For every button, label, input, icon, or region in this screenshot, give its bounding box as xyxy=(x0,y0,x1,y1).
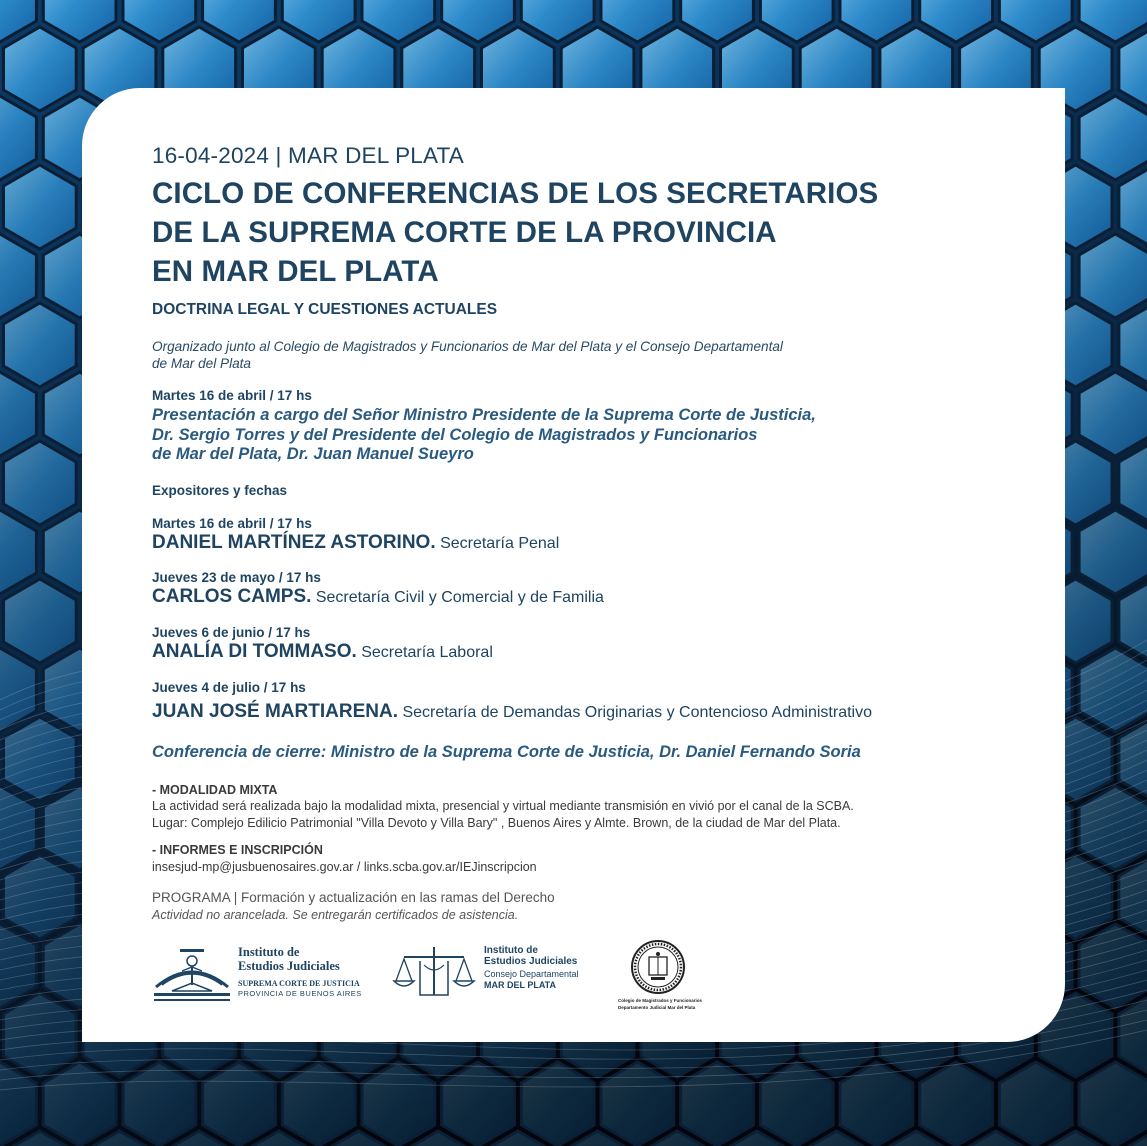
contact-heading: - INFORMES E INSCRIPCIÓN xyxy=(152,843,323,857)
colegio-seal-icon xyxy=(628,939,688,995)
logo-text: Departamento Judicial Mar del Plata xyxy=(618,1005,696,1010)
title-line: DE LA SUPREMA CORTE DE LA PROVINCIA xyxy=(152,216,777,249)
info-card xyxy=(82,88,1065,1042)
title-line: CICLO DE CONFERENCIAS DE LOS SECRETARIOS xyxy=(152,177,879,210)
certificate-note: Actividad no arancelada. Se entregarán certificados de asistencia. xyxy=(152,908,519,922)
logo-text: Instituto de xyxy=(484,945,538,956)
presentation-text xyxy=(152,406,816,465)
modality-line: Lugar: Complejo Edilicio Patrimonial "Villa Devoto y Villa Bary" , Buenos Aires y Almte. Brown, de la ciudad de Mar del Plata. xyxy=(152,815,841,830)
speaker-entry xyxy=(152,532,559,554)
logo-text: Instituto de xyxy=(238,945,300,959)
speaker-date: Jueves 4 de julio / 17 hs xyxy=(152,680,306,695)
speaker-date: Jueves 23 de mayo / 17 hs xyxy=(152,570,321,585)
logo-text: MAR DEL PLATA xyxy=(484,980,556,990)
courthouse-emblem-icon xyxy=(150,947,234,1009)
logo-text: PROVINCIA DE BUENOS AIRES xyxy=(238,989,362,998)
contact-links[interactable]: insesjud-mp@jusbuenosaires.gov.ar / links.scba.gov.ar/IEJinscripcion xyxy=(152,860,537,874)
date-location: 16-04-2024 | MAR DEL PLATA xyxy=(152,143,465,168)
presentation-line: Dr. Sergio Torres y del Presidente del Colegio de Magistrados y Funcionarios xyxy=(152,425,758,444)
speaker-area: Secretaría Laboral xyxy=(361,644,493,661)
speaker-name: CARLOS CAMPS. xyxy=(152,586,312,607)
organizers-line: Organizado junto al Colegio de Magistrados y Funcionarios de Mar del Plata y el Consejo Departamental xyxy=(152,339,783,354)
organizers-note xyxy=(152,338,783,372)
presentation-line: Presentación a cargo del Señor Ministro Presidente de la Suprema Corte de Justicia, xyxy=(152,406,816,424)
speaker-area: Secretaría de Demandas Originarias y Contencioso Administrativo xyxy=(402,704,872,721)
event-subtitle: DOCTRINA LEGAL Y CUESTIONES ACTUALES xyxy=(152,301,498,318)
modality-text xyxy=(152,798,854,831)
speaker-area: Secretaría Civil y Comercial y de Familia xyxy=(315,589,604,606)
modality-heading: - MODALIDAD MIXTA xyxy=(152,783,278,797)
event-title xyxy=(152,174,878,291)
presentation-line: de Mar del Plata, Dr. Juan Manuel Sueyro xyxy=(152,445,474,463)
logo-text: Estudios Judiciales xyxy=(238,959,340,973)
speaker-entry xyxy=(152,586,604,608)
title-line: EN MAR DEL PLATA xyxy=(152,255,439,288)
presentation-date: Martes 16 de abril / 17 hs xyxy=(152,388,312,403)
closing-conference: Conferencia de cierre: Ministro de la Suprema Corte de Justicia, Dr. Daniel Fernando Soria xyxy=(152,743,861,761)
speakers-heading: Expositores y fechas xyxy=(152,483,288,498)
speaker-name: DANIEL MARTÍNEZ ASTORINO. xyxy=(152,532,436,553)
speaker-name: JUAN JOSÉ MARTIARENA. xyxy=(152,701,398,722)
iej-mdp-logo xyxy=(392,943,602,1013)
logo-text: SUPREMA CORTE DE JUSTICIA xyxy=(238,979,360,988)
speaker-entry xyxy=(152,641,493,663)
program-line: PROGRAMA | Formación y actualización en las ramas del Derecho xyxy=(152,890,555,905)
speaker-entry xyxy=(152,701,872,723)
scales-of-justice-icon xyxy=(392,945,476,1005)
organizers-line: de Mar del Plata xyxy=(152,356,251,371)
iej-scba-logo xyxy=(150,943,380,1013)
speaker-date: Martes 16 de abril / 17 hs xyxy=(152,516,312,531)
logo-text: Estudios Judiciales xyxy=(484,956,578,967)
speaker-date: Jueves 6 de junio / 17 hs xyxy=(152,625,311,640)
colegio-magistrados-logo xyxy=(612,943,702,1023)
modality-line: La actividad será realizada bajo la modalidad mixta, presencial y virtual mediante transmisión en vivió por el canal de la SCBA. xyxy=(152,799,854,813)
speaker-area: Secretaría Penal xyxy=(440,535,560,552)
logo-text: Consejo Departamental xyxy=(484,969,579,979)
speaker-name: ANALÍA DI TOMMASO. xyxy=(152,641,357,662)
logo-text: Colegio de Magistrados y Funcionarios xyxy=(618,998,703,1003)
